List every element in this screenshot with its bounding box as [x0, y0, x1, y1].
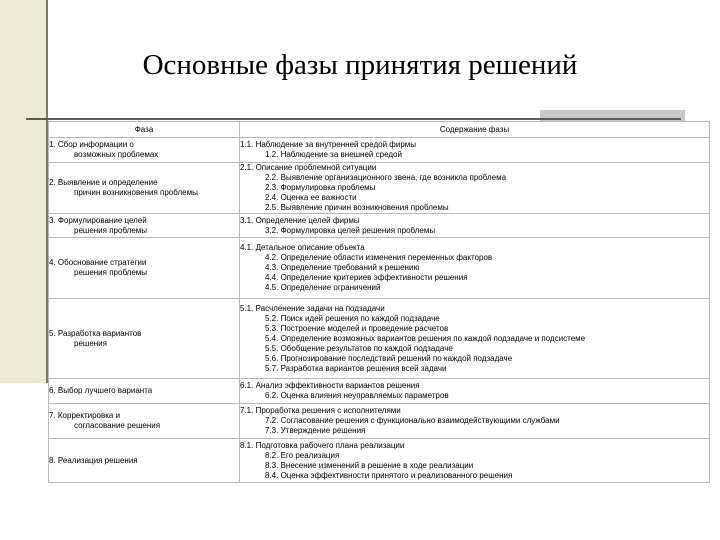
phase-text: решения проблемы	[74, 268, 148, 277]
table-row	[49, 404, 710, 439]
content-item: 5.4. Определение возможных вариантов решения по каждой подзадаче и подсистеме	[265, 333, 586, 343]
phase-cell	[49, 439, 240, 483]
phase-text: 8. Реализация решения	[49, 455, 138, 465]
phase-text: решения проблемы	[74, 225, 148, 235]
content-cell	[240, 299, 710, 379]
content-cell	[240, 238, 710, 299]
phase-text: согласование решения	[74, 421, 161, 430]
content-item: 1.2. Наблюдение за внешней средой	[265, 150, 402, 159]
content-item: 8.2. Его реализация	[265, 450, 340, 460]
content-item: 8.1. Подготовка рабочего плана реализации	[240, 440, 405, 450]
phase-text: 1. Сбор информации о	[49, 140, 134, 149]
content-item: 3.1. Определение целей фирмы	[240, 215, 360, 225]
content-item: 5.6. Прогнозирование последствий решений по каждой подзадаче	[265, 353, 513, 363]
phase-cell	[49, 404, 240, 439]
content-item: 5.1. Расчленение задачи на подзадачи	[240, 303, 385, 313]
phase-text: 7. Корректировка и	[49, 411, 121, 420]
phases-table	[48, 121, 710, 483]
table-row	[49, 379, 710, 404]
content-cell	[240, 439, 710, 483]
content-item: 5.5. Обобщение результатов по каждой подзадаче	[265, 343, 453, 353]
phase-text: 6. Выбор лучшего варианта	[49, 386, 153, 395]
phase-cell	[49, 379, 240, 404]
content-item: 2.1. Описание проблемной ситуации	[240, 163, 377, 172]
content-item: 8.3. Внесение изменений в решение в ходе реализации	[265, 460, 474, 470]
content-item: 1.1. Наблюдение за внутренней средой фирмы	[240, 140, 417, 149]
phase-text: 4. Обоснование стратегии	[49, 258, 147, 267]
table-row	[49, 238, 710, 299]
header-phase: Фаза	[49, 122, 240, 138]
content-item: 4.2. Определение области изменения переменных факторов	[265, 253, 493, 262]
content-item: 6.2. Оценка влияния неуправляемых параметров	[265, 391, 449, 400]
slide-title: Основные фазы принятия решений	[142, 49, 578, 81]
content-cell	[240, 163, 710, 214]
content-item: 2.5. Выявление причин возникновения проблемы	[265, 203, 449, 212]
content-item: 2.2. Выявление организационного звена, где возникла проблема	[265, 173, 507, 182]
phase-cell	[49, 214, 240, 238]
content-item: 4.1. Детальное описание объекта	[240, 243, 365, 252]
phase-cell	[49, 138, 240, 163]
content-cell	[240, 404, 710, 439]
phase-text: 2. Выявление и определение	[49, 178, 158, 187]
content-item: 5.3. Построение моделей и проведение расчетов	[265, 323, 449, 333]
content-item: 4.5. Определение ограничений	[265, 283, 381, 292]
phase-text: причин возникновения проблемы	[74, 188, 198, 197]
table-row	[49, 214, 710, 238]
table-row	[49, 439, 710, 483]
phase-text: 5. Разработка вариантов	[49, 328, 142, 338]
content-item: 4.4. Определение критериев эффективности решения	[265, 273, 468, 282]
phase-cell	[49, 238, 240, 299]
phase-text: возможных проблемах	[74, 150, 159, 159]
phase-cell	[49, 163, 240, 214]
header-content: Содержание фазы	[240, 122, 710, 138]
content-item: 5.7. Разработка вариантов решения всей задачи	[265, 363, 447, 373]
table-header-row	[49, 122, 710, 138]
phase-cell	[49, 299, 240, 379]
content-item: 8.4. Оценка эффективности принятого и реализованного решения	[265, 470, 513, 480]
content-item: 6.1. Анализ эффективности вариантов решения	[240, 381, 420, 390]
content-item: 2.3. Формулировка проблемы	[265, 183, 376, 192]
table-row	[49, 163, 710, 214]
content-item: 2.4. Оценка ее важности	[265, 193, 357, 202]
table-row	[49, 299, 710, 379]
content-cell	[240, 214, 710, 238]
phase-text: 3. Формулирование целей	[49, 215, 147, 225]
content-item: 7.2. Согласование решения с функционально взаимодействующими службами	[265, 416, 560, 425]
content-item: 7.3. Утверждение решения	[265, 426, 366, 435]
table-row	[49, 138, 710, 163]
content-item: 7.1. Проработка решения с исполнителями	[240, 406, 401, 415]
content-cell	[240, 379, 710, 404]
title-rule	[26, 118, 681, 120]
phase-text: решения	[74, 338, 107, 348]
content-item: 4.3. Определение требований к решению	[265, 263, 420, 272]
content-item: 5.2. Поиск идей решения по каждой подзадаче	[265, 313, 440, 323]
content-cell	[240, 138, 710, 163]
content-item: 3.2. Формулировка целей решения проблемы	[265, 225, 436, 235]
